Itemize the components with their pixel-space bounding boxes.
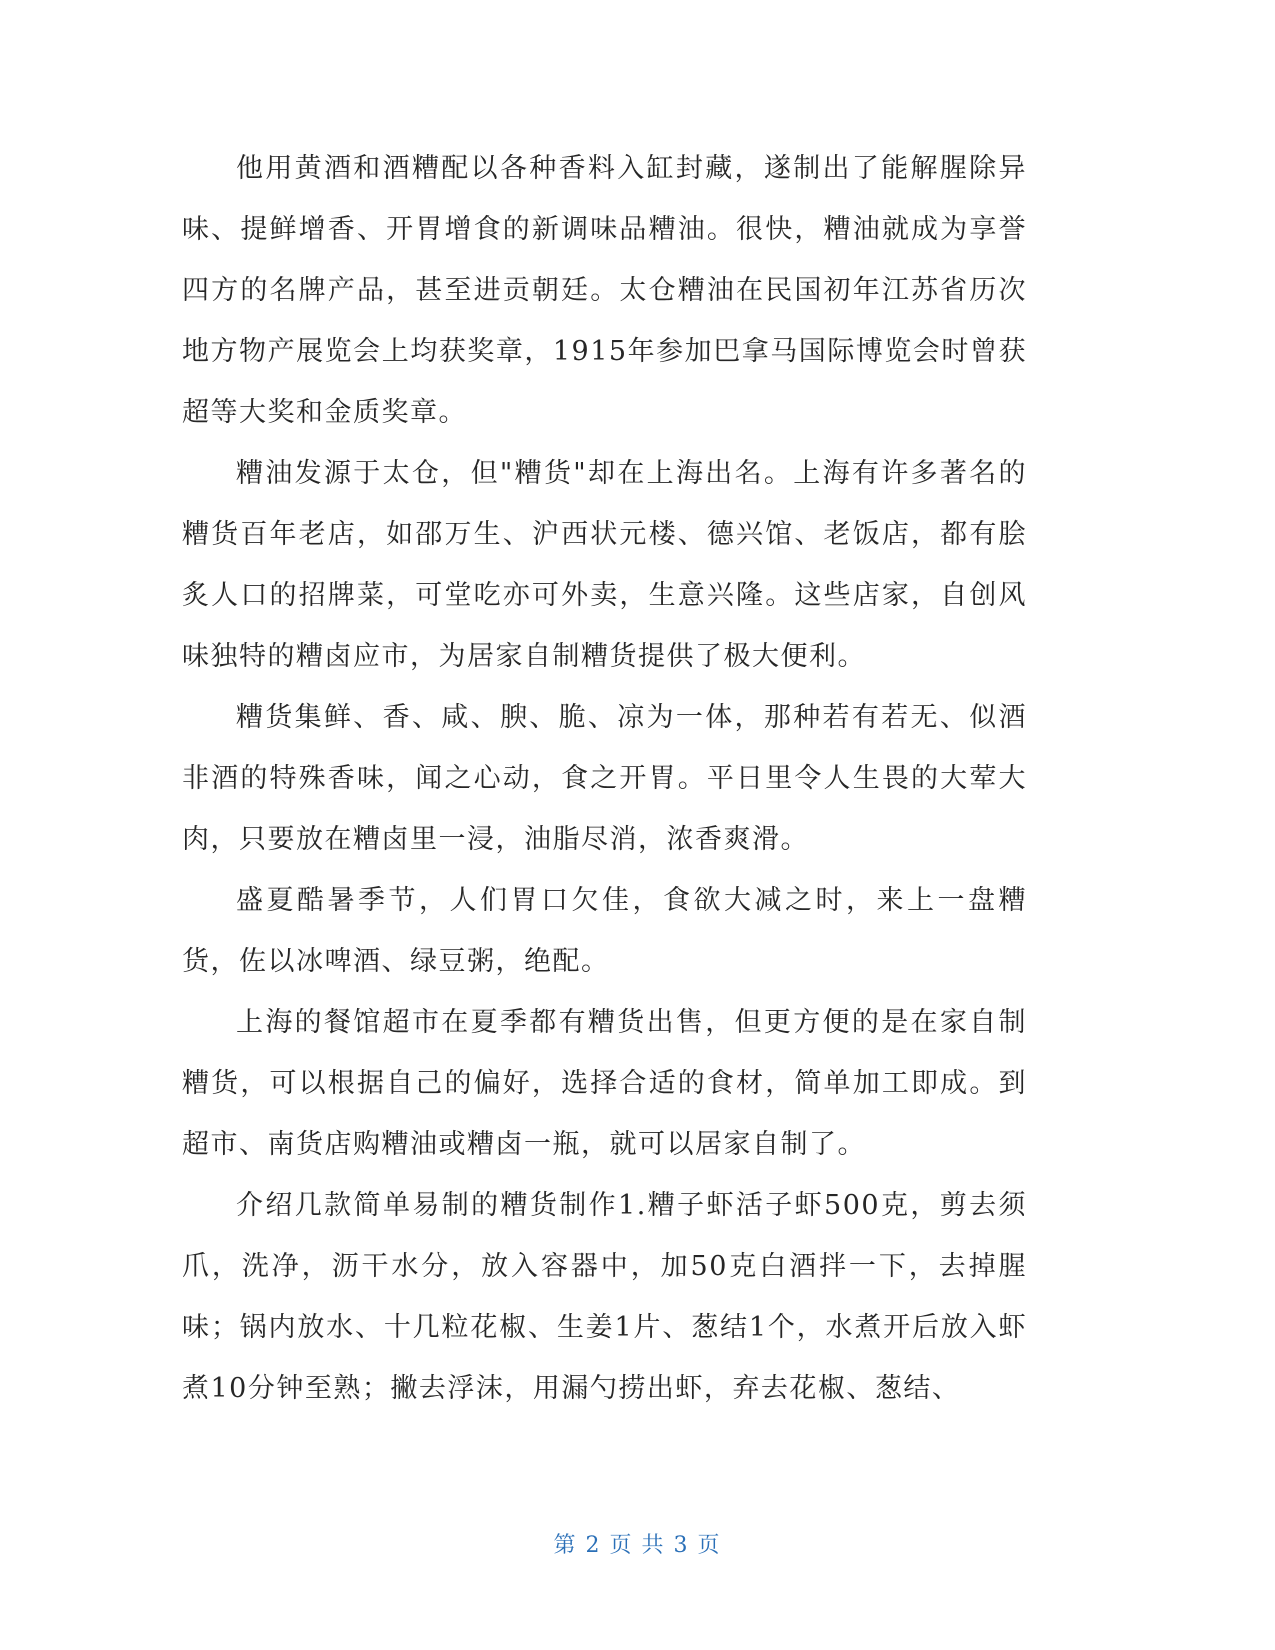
footer-page-word: 页: [609, 1533, 634, 1558]
footer-total-suffix: 页: [697, 1533, 722, 1558]
paragraph-2: 糟油发源于太仓，但"糟货"却在上海出名。上海有许多著名的糟货百年老店，如邵万生、沪西状元楼、德兴馆、老饭店，都有脍炙人口的招牌菜，可堂吃亦可外卖，生意兴隆。这些店家，自创风味独特的糟卤应市，为居家自制糟货提供了极大便利。: [182, 458, 1027, 672]
paragraph-5: 上海的餐馆超市在夏季都有糟货出售，但更方便的是在家自制糟货，可以根据自己的偏好，选择合适的食材，简单加工即成。到超市、南货店购糟油或糟卤一瓶，就可以居家自制了。: [182, 1007, 1027, 1160]
current-page-number: 2: [585, 1533, 602, 1558]
footer-prefix: 第: [553, 1533, 578, 1558]
document-body: [182, 138, 1027, 1419]
page-footer: [0, 1528, 1275, 1559]
paragraph-1: 他用黄酒和酒糟配以各种香料入缸封藏，遂制出了能解腥除异味、提鲜增香、开胃增食的新调味品糟油。很快，糟油就成为享誉四方的名牌产品，甚至进贡朝廷。太仓糟油在民国初年江苏省历次地方物产展览会上均获奖章，1915年参加巴拿马国际博览会时曾获超等大奖和金质奖章。: [182, 153, 1027, 428]
paragraph-6: 介绍几款简单易制的糟货制作1.糟子虾活子虾500克，剪去须爪，洗净，沥干水分，放入容器中，加50克白酒拌一下，去掉腥味；锅内放水、十几粒花椒、生姜1片、葱结1个，水煮开后放入虾煮10分钟至熟；撇去浮沫，用漏勺捞出虾，弃去花椒、葱结、: [182, 1190, 1027, 1404]
total-pages-number: 3: [673, 1533, 690, 1558]
paragraph-4: 盛夏酷暑季节，人们胃口欠佳，食欲大减之时，来上一盘糟货，佐以冰啤酒、绿豆粥，绝配。: [182, 885, 1027, 977]
footer-total-prefix: 共: [641, 1533, 666, 1558]
paragraph-3: 糟货集鲜、香、咸、腴、脆、凉为一体，那种若有若无、似酒非酒的特殊香味，闻之心动，食之开胃。平日里令人生畏的大荤大肉，只要放在糟卤里一浸，油脂尽消，浓香爽滑。: [182, 702, 1027, 855]
